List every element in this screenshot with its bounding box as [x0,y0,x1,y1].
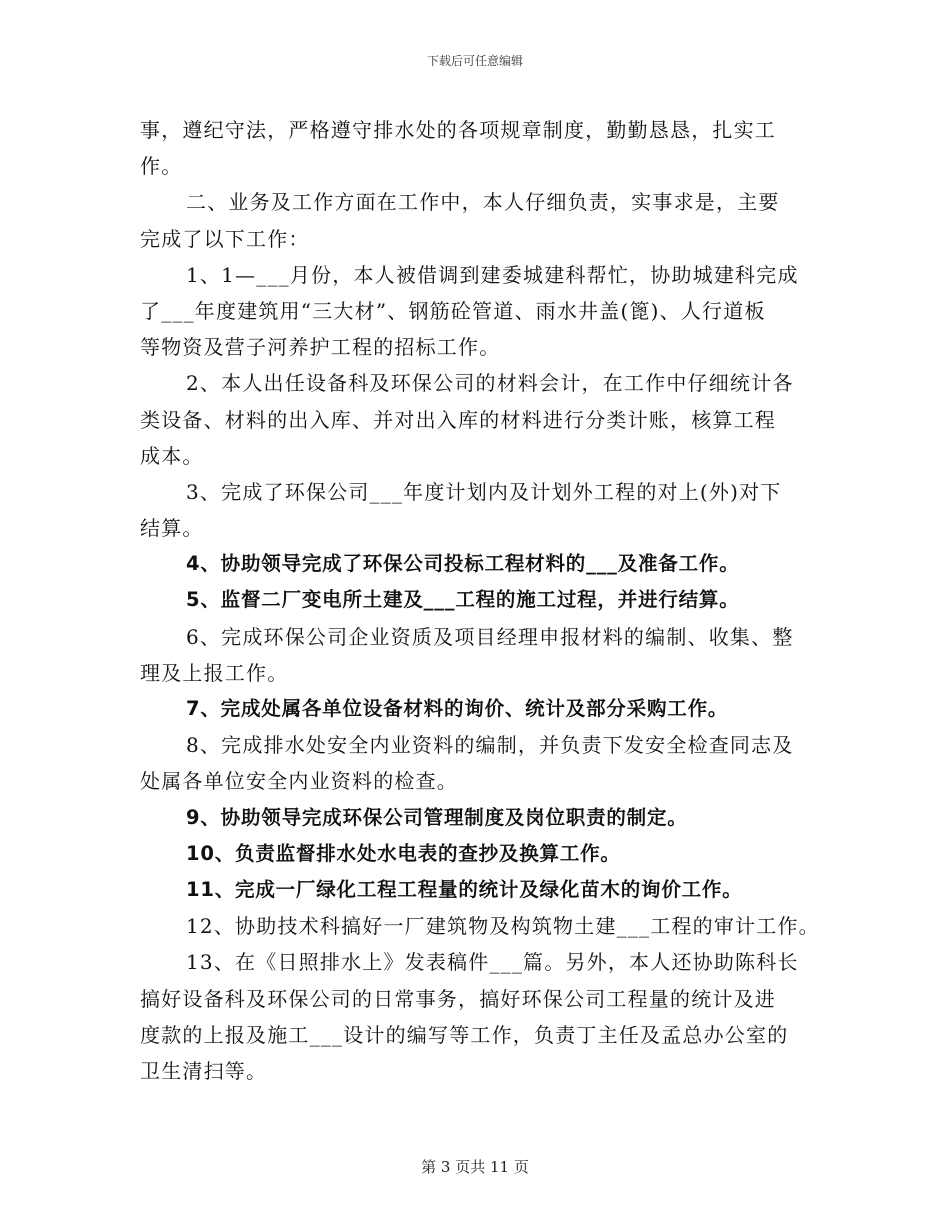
text-line: 卫生清扫等。 [140,1058,268,1083]
text-line: 12、协助技术科搞好一厂建筑物及构筑物土建___工程的审计工作。 [186,914,820,939]
text-line: 13、在《日照排水上》发表稿件___篇。另外，本人还协助陈科长 [186,950,799,975]
text-line: 等物资及营子河养护工程的招标工作。 [140,335,501,360]
text-line: 成本。 [140,443,204,468]
text-line: 2、本人出任设备科及环保公司的材料会计，在工作中仔细统计各 [186,371,794,396]
text-line: 搞好设备科及环保公司的日常事务，搞好环保公司工程量的统计及进 [140,986,776,1011]
text-line: 度款的上报及施工___设计的编写等工作，负责丁主任及孟总办公室的 [140,1022,789,1047]
document-body [140,112,820,1089]
text-line: 6、完成环保公司企业资质及项目经理申报材料的编制、收集、整 [186,624,794,649]
text-line: 11、完成一厂绿化工程工程量的统计及绿化苗木的询价工作。 [186,877,743,901]
text-line: 8、完成排水处安全内业资料的编制，并负责下发安全检查同志及 [186,733,794,758]
text-line: 9、协助领导完成环保公司管理制度及岗位职责的制定。 [186,805,688,829]
text-line: 事，遵纪守法，严格遵守排水处的各项规章制度，勤勤恳恳，扎实工 [140,118,776,142]
text-line: 5、监督二厂变电所土建及___工程的施工过程，并进行结算。 [186,588,740,612]
text-line: 了___年度建筑用“三大材”、钢筋砼管道、雨水井盖(篦)、人行道板 [140,298,766,323]
text-line: 3、完成了环保公司___年度计划内及计划外工程的对上(外)对下 [186,479,782,504]
page-footer: 第 3 页共 11 页 [421,1158,529,1176]
text-line: 7、完成处属各单位设备材料的询价、统计及部分采购工作。 [186,697,729,720]
text-line: 完成了以下工作： [140,226,310,251]
text-line: 理及上报工作。 [140,660,289,685]
text-line: 二、业务及工作方面在工作中，本人仔细负责，实事求是，主要 [186,190,780,215]
text-line: 作。 [140,154,183,179]
text-line: 4、协助领导完成了环保公司投标工程材料的___及准备工作。 [186,552,740,576]
text-line: 10、负责监督排水处水电表的查抄及换算工作。 [186,841,621,865]
text-line: 1、1—___月份，本人被借调到建委城建科帮忙，协助城建科完成 [186,262,799,287]
text-line: 结算。 [140,516,204,541]
text-line: 处属各单位安全内业资料的检查。 [140,769,458,794]
text-line: 类设备、材料的出入库、并对出入库的材料进行分类计账，核算工程 [140,407,776,432]
page-header: 下载后可任意编辑 [426,54,523,68]
